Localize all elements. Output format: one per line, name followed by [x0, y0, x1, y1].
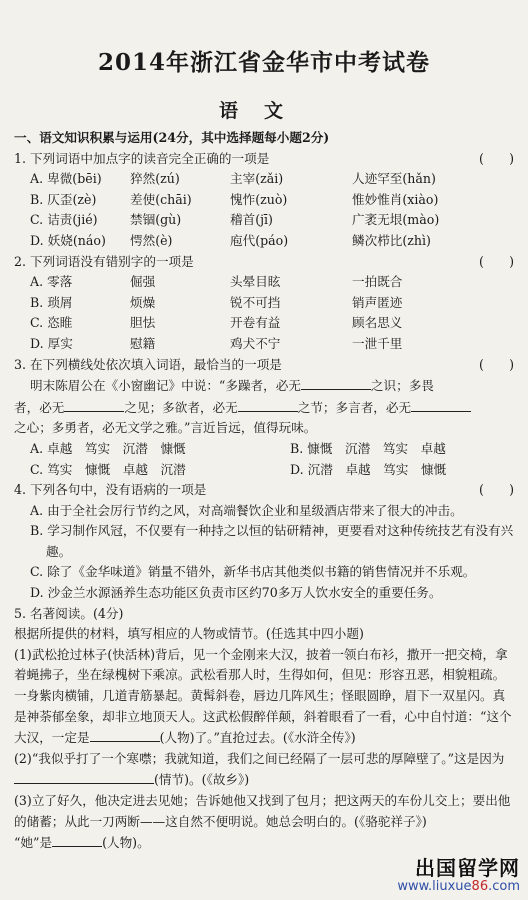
- option-cell: B. 琐屑: [30, 294, 73, 310]
- passage-text: (2)“我似乎打了一个寒噤；我就知道，我们之间已经隔了一层可悲的厚障壁了。”这是因为: [14, 750, 505, 766]
- question-5-stem: 5. 名著阅读。(4分): [14, 605, 124, 621]
- question-2-stem: [14, 252, 514, 273]
- url-part: 86: [471, 879, 489, 894]
- option-cell: 主宰(zǎi): [230, 171, 284, 187]
- q4-option-a: A. 由于全社会厉行节约之风，对高端餐饮企业和星级酒店带来了很大的冲击。: [30, 502, 463, 518]
- watermark-url: [397, 879, 520, 894]
- q3-option-row: [14, 439, 514, 460]
- passage-text: (人物)。: [102, 835, 150, 851]
- option-cell: 猝然(zú): [130, 171, 180, 187]
- question-4-stem: [14, 480, 514, 501]
- option-cell: 稽首(jī): [230, 212, 273, 228]
- fill-blank[interactable]: [238, 397, 298, 412]
- answer-paren: ( ): [478, 253, 514, 269]
- option-cell: 差使(chāi): [130, 191, 192, 207]
- fill-blank[interactable]: [14, 769, 154, 784]
- option-cell: D. 沉潜 卓越 笃实 慷慨: [290, 461, 447, 477]
- question-3-stem: [14, 355, 514, 376]
- passage-text: 明末陈眉公在《小窗幽记》中说：“多躁者，必无: [30, 378, 301, 394]
- option-cell: B. 仄歪(zè): [30, 191, 97, 207]
- option-cell: 鸡犬不宁: [230, 335, 281, 351]
- option-cell: 烦燥: [130, 294, 156, 310]
- option-cell: 开卷有益: [230, 315, 281, 331]
- question-text: 1. 下列词语中加点字的读音完全正确的一项是: [14, 150, 270, 166]
- passage-text: “她”是: [14, 835, 53, 851]
- fill-blank[interactable]: [52, 832, 102, 847]
- passage-text: (人物)了。”直抢过去。(《水浒全传》): [159, 730, 356, 746]
- url-part: .com: [488, 879, 520, 894]
- q3-passage-line: [14, 375, 514, 397]
- option-cell: A. 卑微(bēi): [30, 171, 102, 187]
- q5-item-3-answer: [14, 832, 514, 854]
- option-cell: 顾名思义: [352, 315, 403, 331]
- option-cell: A. 卓越 笃实 沉潜 慷慨: [30, 440, 186, 456]
- option-cell: 愕然(è): [130, 232, 173, 248]
- q1-option-row: [14, 210, 514, 231]
- exam-title: 2014年浙江省金华市中考试卷: [97, 49, 430, 76]
- q5-item-1: [14, 645, 514, 749]
- answer-paren: ( ): [478, 482, 514, 498]
- q3-option-row: [14, 460, 514, 481]
- option-cell: 禁锢(gù): [130, 212, 182, 228]
- option-cell: 鳞次栉比(zhì): [352, 232, 431, 248]
- passage-text: 之见；多欲者，必无: [124, 399, 238, 415]
- q3-passage-line: 之心；多勇者，必无文学之雅。”言近旨远，值得玩味。: [14, 420, 317, 436]
- option-cell: 人迹罕至(hǎn): [352, 171, 436, 187]
- option-cell: 锐不可挡: [230, 294, 281, 310]
- option-cell: B. 慷慨 沉潜 笃实 卓越: [290, 440, 446, 456]
- q4-option-b: B. 学习制作风冠，不仅要有一种持之以恒的钻研精神，更要看对这种传统技艺有没有兴趣。: [30, 523, 514, 559]
- answer-paren: ( ): [478, 356, 514, 372]
- section-heading: 一、语文知识积累与运用(24分，其中选择题每小题2分): [14, 130, 330, 145]
- option-cell: 一泄千里: [352, 335, 403, 351]
- option-cell: 广袤无垠(mào): [352, 212, 440, 228]
- option-cell: C. 笃实 慷慨 卓越 沉潜: [30, 461, 186, 477]
- q5-instruction: 根据所提供的材料，填写相应的人物或情节。(任选其中四小题): [14, 626, 364, 642]
- option-cell: 胆怯: [130, 315, 156, 331]
- q1-option-row: [14, 169, 514, 190]
- q3-passage-line: [14, 397, 514, 419]
- fill-blank[interactable]: [64, 397, 124, 412]
- q5-item-3: (3)立了好久，他决定进去见她；告诉她他又找到了包月；把这两天的车份儿交上；要出他的储蓄；从此一刀两断——这自然不便明说。她总会明白的。(《骆驼祥子》): [14, 793, 511, 829]
- option-cell: D. 妖娆(náo): [30, 232, 106, 248]
- q4-option-c: C. 除了《金华味道》销量不错外，新华书店其他类似书籍的销售情况并不乐观。: [30, 564, 476, 580]
- passage-text: 之节；多言者，必无: [297, 399, 412, 415]
- option-cell: 愧怍(zuò): [230, 191, 288, 207]
- q1-option-row: [14, 231, 514, 252]
- passage-text: (1)武松抢过林子(快活林)背后，见一个金刚来大汉，披着一领白布衫，撒开一把交椅，拿着蝇拂子，坐在绿槐树下乘凉。武松看那人时，生得如何，但见：形容丑恶，相貌粗疏。一身紫肉横铺，几道青筋暴起。黄髯斜卷，唇边几阵风生；怪眼圆睁，眉下一双星闪。真是神荼郁垒象，却非立地顶天人。这武松假醉佯颠，斜着眼看了一看，心中自忖道：“这个大汉，一定是: [14, 646, 512, 746]
- exam-content: [14, 128, 514, 854]
- q4-option-d: D. 沙金兰水源涵养生态功能区负责市区约70多万人饮水安全的重要任务。: [30, 585, 442, 601]
- fill-blank[interactable]: [90, 727, 160, 742]
- fill-blank[interactable]: [411, 397, 471, 412]
- fill-blank[interactable]: [301, 375, 371, 390]
- question-1-stem: [14, 149, 514, 170]
- option-cell: C. 诘责(jié): [30, 212, 98, 228]
- option-cell: C. 恣睢: [30, 315, 73, 331]
- question-text: 2. 下列词语没有错别字的一项是: [14, 253, 194, 269]
- subject-heading: 语文: [218, 100, 309, 122]
- q2-option-row: [14, 293, 514, 314]
- option-cell: 慰籍: [130, 335, 156, 351]
- url-part: www.liuxue: [397, 879, 472, 894]
- site-watermark: [397, 852, 520, 894]
- q1-option-row: [14, 190, 514, 211]
- option-cell: 销声匿迹: [352, 294, 403, 310]
- option-cell: 倔强: [130, 274, 156, 290]
- q5-item-2: [14, 749, 514, 791]
- passage-text: (情节)。(《故乡》): [154, 772, 250, 788]
- watermark-logo-text: 出国留学网: [415, 856, 520, 880]
- question-text: 3. 在下列横线处依次填入词语，最恰当的一项是: [14, 356, 282, 372]
- q2-option-row: [14, 334, 514, 355]
- option-cell: 惟妙惟肖(xiào): [352, 191, 439, 207]
- option-cell: 头晕目眩: [230, 274, 281, 290]
- option-cell: 一拍既合: [352, 274, 403, 290]
- option-cell: D. 厚实: [30, 335, 73, 351]
- passage-text: 之识；多畏: [370, 378, 434, 394]
- answer-paren: ( ): [478, 150, 514, 166]
- q2-option-row: [14, 272, 514, 293]
- question-text: 4. 下列各句中，没有语病的一项是: [14, 482, 207, 498]
- passage-text: 者，必无: [14, 399, 65, 415]
- q2-option-row: [14, 313, 514, 334]
- option-cell: 庖代(páo): [230, 232, 289, 248]
- option-cell: A. 零落: [30, 274, 73, 290]
